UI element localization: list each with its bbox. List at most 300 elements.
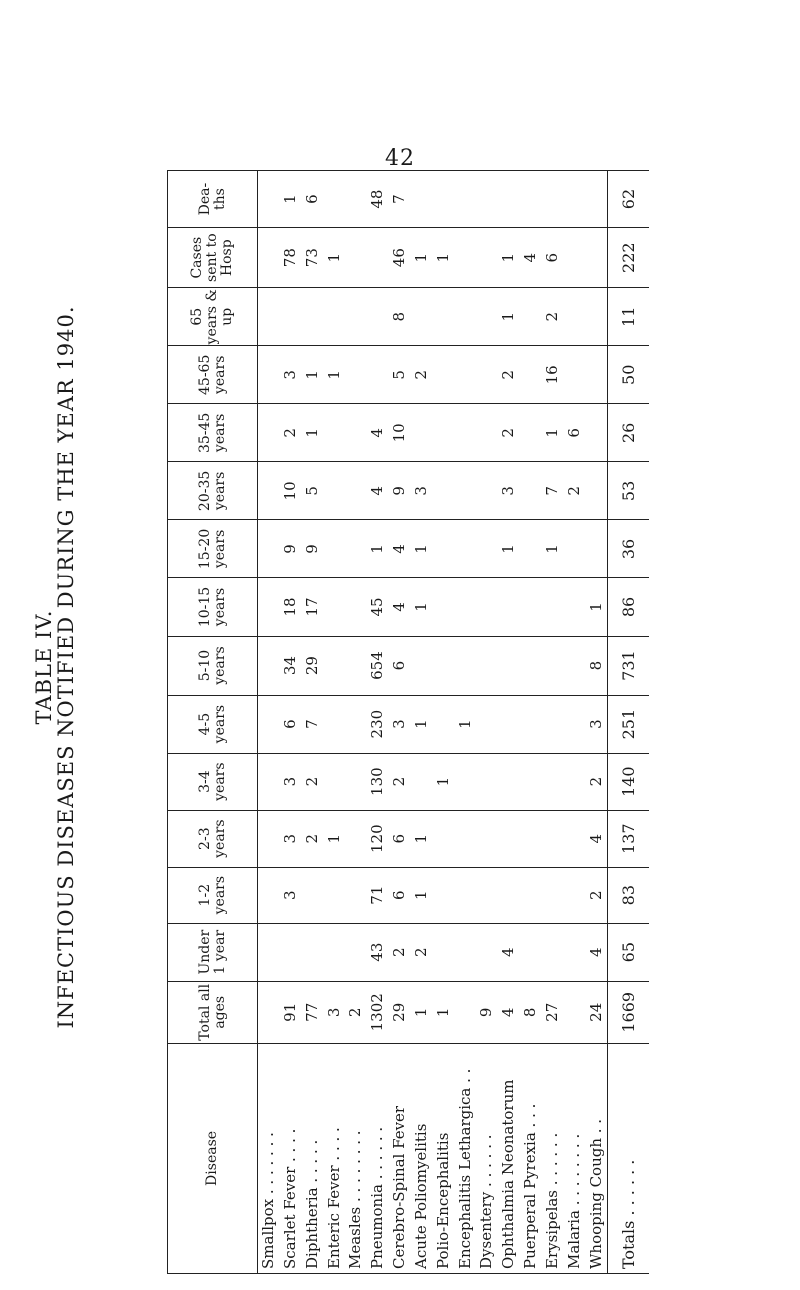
cell-a10-15 <box>564 578 586 636</box>
header-under1: Under 1 year <box>168 923 258 981</box>
total-total: 1669 <box>608 981 649 1043</box>
cell-a15-20: 1 <box>411 520 433 578</box>
cell-a1-2: 6 <box>389 867 411 923</box>
cell-a15-20 <box>258 520 280 578</box>
cell-a10-15 <box>258 578 280 636</box>
cell-a45-65: 2 <box>411 346 433 404</box>
cell-total: 4 <box>498 981 520 1043</box>
cell-under1: 43 <box>367 923 389 981</box>
cell-a5-10: 8 <box>585 636 607 695</box>
cell-a1-2: 3 <box>280 867 302 923</box>
cell-a4-5: 230 <box>367 695 389 753</box>
cell-a35-45 <box>345 404 367 462</box>
cell-a65up <box>258 288 280 346</box>
disease-name: Scarlet Fever . . . . <box>280 1043 302 1273</box>
total-a45-65: 50 <box>608 346 649 404</box>
table-row <box>585 171 607 1274</box>
cell-a10-15: 45 <box>367 578 389 636</box>
cell-total: 91 <box>280 981 302 1043</box>
cell-a45-65 <box>258 346 280 404</box>
cell-a15-20: 9 <box>280 520 302 578</box>
cell-a35-45 <box>520 404 542 462</box>
cell-deaths <box>564 171 586 228</box>
table-row <box>345 171 367 1274</box>
disease-name: Encephalitis Lethargica . . <box>454 1043 476 1273</box>
cell-a4-5: 1 <box>411 695 433 753</box>
table-row <box>564 171 586 1274</box>
cell-a1-2 <box>258 867 280 923</box>
cell-under1 <box>302 923 324 981</box>
cell-a45-65 <box>454 346 476 404</box>
header-5-10: 5-10 years <box>168 636 258 695</box>
cell-a45-65: 2 <box>498 346 520 404</box>
cell-a5-10 <box>258 636 280 695</box>
cell-under1 <box>542 923 564 981</box>
cell-a5-10 <box>498 636 520 695</box>
cell-a1-2 <box>345 867 367 923</box>
cell-a45-65 <box>367 346 389 404</box>
cell-a2-3: 6 <box>389 810 411 867</box>
cell-under1: 2 <box>411 923 433 981</box>
cell-a3-4 <box>520 753 542 810</box>
cell-a4-5: 3 <box>389 695 411 753</box>
cell-under1 <box>280 923 302 981</box>
disease-name: Pneumonia . . . . . . <box>367 1043 389 1273</box>
cell-a35-45: 10 <box>389 404 411 462</box>
cell-a35-45 <box>433 404 455 462</box>
cell-total: 27 <box>542 981 564 1043</box>
total-a4-5: 251 <box>608 695 649 753</box>
cell-under1 <box>258 923 280 981</box>
cell-a1-2 <box>520 867 542 923</box>
cell-a45-65 <box>345 346 367 404</box>
table-row <box>433 171 455 1274</box>
cell-deaths <box>433 171 455 228</box>
table-row <box>542 171 564 1274</box>
cell-a10-15: 18 <box>280 578 302 636</box>
cell-a4-5 <box>498 695 520 753</box>
cell-deaths <box>476 171 498 228</box>
disease-name: Erysipelas . . . . . . <box>542 1043 564 1273</box>
cell-deaths <box>345 171 367 228</box>
total-a5-10: 731 <box>608 636 649 695</box>
cell-total: 1302 <box>367 981 389 1043</box>
cell-a5-10 <box>411 636 433 695</box>
header-20-35: 20-35 years <box>168 462 258 520</box>
table-title <box>33 67 77 1267</box>
table-row <box>454 171 476 1274</box>
cell-a20-35: 9 <box>389 462 411 520</box>
cell-a1-2 <box>454 867 476 923</box>
cell-a45-65 <box>520 346 542 404</box>
table-row <box>389 171 411 1274</box>
cell-a10-15: 17 <box>302 578 324 636</box>
total-a20-35: 53 <box>608 462 649 520</box>
cell-a5-10 <box>433 636 455 695</box>
cell-a10-15 <box>454 578 476 636</box>
cell-a5-10: 34 <box>280 636 302 695</box>
cell-a35-45: 2 <box>280 404 302 462</box>
cell-deaths: 1 <box>280 171 302 228</box>
cell-a5-10 <box>476 636 498 695</box>
rotated-table-frame <box>167 170 649 1274</box>
table-row <box>258 171 280 1274</box>
cell-a65up <box>520 288 542 346</box>
cell-a35-45 <box>476 404 498 462</box>
cell-a3-4: 2 <box>389 753 411 810</box>
cell-a15-20 <box>564 520 586 578</box>
cell-a2-3 <box>476 810 498 867</box>
infectious-diseases-table <box>167 170 649 1274</box>
cell-a20-35: 5 <box>302 462 324 520</box>
cell-deaths <box>411 171 433 228</box>
cell-a15-20 <box>323 520 345 578</box>
cell-a45-65: 16 <box>542 346 564 404</box>
header-disease: Disease <box>168 1043 258 1273</box>
header-15-20: 15-20 years <box>168 520 258 578</box>
header-total: Total all ages <box>168 981 258 1043</box>
cell-hosp: 1 <box>498 228 520 288</box>
cell-total: 8 <box>520 981 542 1043</box>
cell-a10-15 <box>498 578 520 636</box>
cell-a20-35: 10 <box>280 462 302 520</box>
disease-name: Cerebro-Spinal Fever <box>389 1043 411 1273</box>
header-deaths: Dea- ths <box>168 171 258 228</box>
cell-hosp <box>258 228 280 288</box>
cell-a10-15: 4 <box>389 578 411 636</box>
cell-a20-35 <box>476 462 498 520</box>
cell-hosp: 78 <box>280 228 302 288</box>
header-1-2: 1-2 years <box>168 867 258 923</box>
cell-a10-15 <box>345 578 367 636</box>
cell-total <box>564 981 586 1043</box>
cell-under1 <box>345 923 367 981</box>
cell-a65up <box>454 288 476 346</box>
disease-name: Enteric Fever . . . . <box>323 1043 345 1273</box>
cell-total: 29 <box>389 981 411 1043</box>
cell-a20-35 <box>454 462 476 520</box>
cell-a2-3: 1 <box>323 810 345 867</box>
cell-a3-4 <box>542 753 564 810</box>
cell-a65up: 8 <box>389 288 411 346</box>
cell-under1 <box>520 923 542 981</box>
cell-a4-5 <box>564 695 586 753</box>
cell-a15-20 <box>345 520 367 578</box>
cell-a20-35: 3 <box>498 462 520 520</box>
cell-hosp: 73 <box>302 228 324 288</box>
cell-hosp <box>367 228 389 288</box>
cell-a45-65: 1 <box>302 346 324 404</box>
cell-a15-20 <box>476 520 498 578</box>
cell-total: 3 <box>323 981 345 1043</box>
cell-a45-65 <box>564 346 586 404</box>
cell-under1: 4 <box>498 923 520 981</box>
disease-name: Whooping Cough . . <box>585 1043 607 1273</box>
cell-a45-65 <box>585 346 607 404</box>
table-row <box>476 171 498 1274</box>
cell-a15-20: 1 <box>498 520 520 578</box>
cell-hosp <box>476 228 498 288</box>
cell-a2-3: 2 <box>302 810 324 867</box>
cell-a2-3 <box>433 810 455 867</box>
cell-a10-15 <box>323 578 345 636</box>
cell-hosp: 1 <box>433 228 455 288</box>
total-a3-4: 140 <box>608 753 649 810</box>
cell-a15-20 <box>585 520 607 578</box>
cell-a5-10 <box>454 636 476 695</box>
cell-deaths <box>585 171 607 228</box>
table-row <box>411 171 433 1274</box>
cell-a15-20: 9 <box>302 520 324 578</box>
table-row <box>520 171 542 1274</box>
table-row <box>280 171 302 1274</box>
cell-a10-15: 1 <box>585 578 607 636</box>
cell-a20-35: 2 <box>564 462 586 520</box>
cell-a3-4: 2 <box>585 753 607 810</box>
disease-name: Ophthalmia Neonatorum <box>498 1043 520 1273</box>
cell-a5-10 <box>542 636 564 695</box>
cell-a1-2 <box>564 867 586 923</box>
cell-total: 1 <box>433 981 455 1043</box>
cell-a35-45: 1 <box>302 404 324 462</box>
cell-a35-45: 2 <box>498 404 520 462</box>
cell-a2-3 <box>542 810 564 867</box>
cell-a5-10 <box>564 636 586 695</box>
cell-a15-20 <box>454 520 476 578</box>
total-under1: 65 <box>608 923 649 981</box>
total-hosp: 222 <box>608 228 649 288</box>
cell-a20-35 <box>323 462 345 520</box>
cell-a35-45: 6 <box>564 404 586 462</box>
cell-a65up <box>345 288 367 346</box>
cell-a4-5 <box>542 695 564 753</box>
cell-a65up <box>323 288 345 346</box>
cell-a2-3 <box>258 810 280 867</box>
cell-a35-45 <box>585 404 607 462</box>
cell-a5-10: 654 <box>367 636 389 695</box>
cell-a65up <box>280 288 302 346</box>
cell-a65up: 1 <box>498 288 520 346</box>
cell-a1-2 <box>302 867 324 923</box>
cell-a3-4 <box>323 753 345 810</box>
total-a65up: 11 <box>608 288 649 346</box>
cell-a2-3 <box>345 810 367 867</box>
cell-a15-20: 4 <box>389 520 411 578</box>
cell-a35-45: 1 <box>542 404 564 462</box>
cell-total <box>258 981 280 1043</box>
cell-a20-35 <box>585 462 607 520</box>
table-row <box>367 171 389 1274</box>
total-a35-45: 26 <box>608 404 649 462</box>
cell-a1-2 <box>476 867 498 923</box>
header-45-65: 45-65 years <box>168 346 258 404</box>
cell-a45-65 <box>476 346 498 404</box>
cell-hosp <box>585 228 607 288</box>
cell-a3-4 <box>345 753 367 810</box>
disease-name: Polio-Encephalitis <box>433 1043 455 1273</box>
cell-a65up <box>302 288 324 346</box>
cell-a2-3 <box>454 810 476 867</box>
cell-total: 24 <box>585 981 607 1043</box>
disease-name: Dysentery . . . . . . <box>476 1043 498 1273</box>
cell-a65up <box>433 288 455 346</box>
cell-a20-35: 3 <box>411 462 433 520</box>
cell-a1-2: 1 <box>411 867 433 923</box>
cell-a5-10 <box>520 636 542 695</box>
cell-a4-5: 7 <box>302 695 324 753</box>
cell-a65up <box>476 288 498 346</box>
page-number: 42 <box>385 146 415 171</box>
total-a10-15: 86 <box>608 578 649 636</box>
cell-total: 1 <box>411 981 433 1043</box>
table-row <box>498 171 520 1274</box>
cell-a2-3: 1 <box>411 810 433 867</box>
cell-a5-10: 6 <box>389 636 411 695</box>
cell-a1-2: 71 <box>367 867 389 923</box>
cell-a65up <box>585 288 607 346</box>
cell-deaths <box>323 171 345 228</box>
totals-label: Totals . . . . . . <box>608 1043 649 1273</box>
cell-a3-4 <box>476 753 498 810</box>
cell-a4-5: 1 <box>454 695 476 753</box>
cell-under1 <box>564 923 586 981</box>
cell-hosp <box>454 228 476 288</box>
disease-name: Acute Poliomyelitis <box>411 1043 433 1273</box>
total-a1-2: 83 <box>608 867 649 923</box>
cell-a20-35: 7 <box>542 462 564 520</box>
table-body <box>258 171 650 1274</box>
cell-total: 9 <box>476 981 498 1043</box>
cell-a5-10 <box>345 636 367 695</box>
cell-a2-3: 120 <box>367 810 389 867</box>
table-number: TABLE IV. <box>32 609 56 725</box>
cell-a20-35: 4 <box>367 462 389 520</box>
cell-hosp: 4 <box>520 228 542 288</box>
total-a2-3: 137 <box>608 810 649 867</box>
cell-hosp: 1 <box>411 228 433 288</box>
cell-under1 <box>476 923 498 981</box>
cell-total: 77 <box>302 981 324 1043</box>
cell-hosp: 1 <box>323 228 345 288</box>
cell-a2-3: 3 <box>280 810 302 867</box>
cell-a35-45: 4 <box>367 404 389 462</box>
cell-a1-2: 2 <box>585 867 607 923</box>
cell-a1-2 <box>323 867 345 923</box>
cell-a20-35 <box>258 462 280 520</box>
cell-under1: 4 <box>585 923 607 981</box>
cell-deaths: 6 <box>302 171 324 228</box>
cell-a5-10: 29 <box>302 636 324 695</box>
cell-a65up <box>411 288 433 346</box>
cell-a65up <box>367 288 389 346</box>
cell-deaths <box>454 171 476 228</box>
cell-a10-15 <box>476 578 498 636</box>
cell-a15-20: 1 <box>542 520 564 578</box>
table-row <box>302 171 324 1274</box>
cell-a2-3 <box>520 810 542 867</box>
cell-a3-4: 130 <box>367 753 389 810</box>
cell-a3-4 <box>411 753 433 810</box>
disease-name: Measles . . . . . . . . <box>345 1043 367 1273</box>
cell-a4-5 <box>323 695 345 753</box>
cell-a20-35 <box>520 462 542 520</box>
cell-a15-20 <box>433 520 455 578</box>
cell-a10-15: 1 <box>411 578 433 636</box>
cell-hosp: 46 <box>389 228 411 288</box>
cell-a45-65: 5 <box>389 346 411 404</box>
total-a15-20: 36 <box>608 520 649 578</box>
cell-a2-3 <box>564 810 586 867</box>
header-hosp: Cases sent to Hosp <box>168 228 258 288</box>
cell-a4-5 <box>476 695 498 753</box>
cell-a3-4: 2 <box>302 753 324 810</box>
table-row <box>323 171 345 1274</box>
cell-deaths: 48 <box>367 171 389 228</box>
cell-a45-65: 1 <box>323 346 345 404</box>
cell-a2-3: 4 <box>585 810 607 867</box>
totals-row <box>608 171 649 1274</box>
cell-total: 2 <box>345 981 367 1043</box>
cell-a4-5 <box>520 695 542 753</box>
table-caption: INFECTIOUS DISEASES NOTIFIED DURING THE YEAR 1940. <box>54 305 78 1029</box>
cell-under1: 2 <box>389 923 411 981</box>
cell-a65up: 2 <box>542 288 564 346</box>
cell-under1 <box>454 923 476 981</box>
cell-a10-15 <box>542 578 564 636</box>
cell-a10-15 <box>520 578 542 636</box>
cell-a35-45 <box>258 404 280 462</box>
cell-a15-20 <box>520 520 542 578</box>
cell-a10-15 <box>433 578 455 636</box>
total-deaths: 62 <box>608 171 649 228</box>
cell-deaths: 7 <box>389 171 411 228</box>
header-10-15: 10-15 years <box>168 578 258 636</box>
disease-name: Smallpox . . . . . . . <box>258 1043 280 1273</box>
cell-hosp: 6 <box>542 228 564 288</box>
cell-a3-4 <box>564 753 586 810</box>
header-row <box>168 171 258 1274</box>
cell-a3-4: 3 <box>280 753 302 810</box>
cell-a35-45 <box>411 404 433 462</box>
cell-a1-2 <box>433 867 455 923</box>
header-65up: 65 years & up <box>168 288 258 346</box>
cell-a4-5: 3 <box>585 695 607 753</box>
header-2-3: 2-3 years <box>168 810 258 867</box>
cell-deaths <box>542 171 564 228</box>
cell-a15-20: 1 <box>367 520 389 578</box>
cell-a4-5 <box>345 695 367 753</box>
disease-name: Malaria . . . . . . . . <box>564 1043 586 1273</box>
cell-hosp <box>564 228 586 288</box>
cell-under1 <box>433 923 455 981</box>
cell-a1-2 <box>542 867 564 923</box>
cell-deaths <box>258 171 280 228</box>
cell-a3-4 <box>498 753 520 810</box>
header-35-45: 35-45 years <box>168 404 258 462</box>
cell-a20-35 <box>345 462 367 520</box>
cell-a35-45 <box>323 404 345 462</box>
cell-a3-4 <box>258 753 280 810</box>
cell-a4-5: 6 <box>280 695 302 753</box>
cell-a2-3 <box>498 810 520 867</box>
cell-hosp <box>345 228 367 288</box>
disease-name: Puerperal Pyrexia . . . <box>520 1043 542 1273</box>
cell-a65up <box>564 288 586 346</box>
cell-a45-65: 3 <box>280 346 302 404</box>
header-4-5: 4-5 years <box>168 695 258 753</box>
cell-a35-45 <box>454 404 476 462</box>
cell-deaths <box>498 171 520 228</box>
